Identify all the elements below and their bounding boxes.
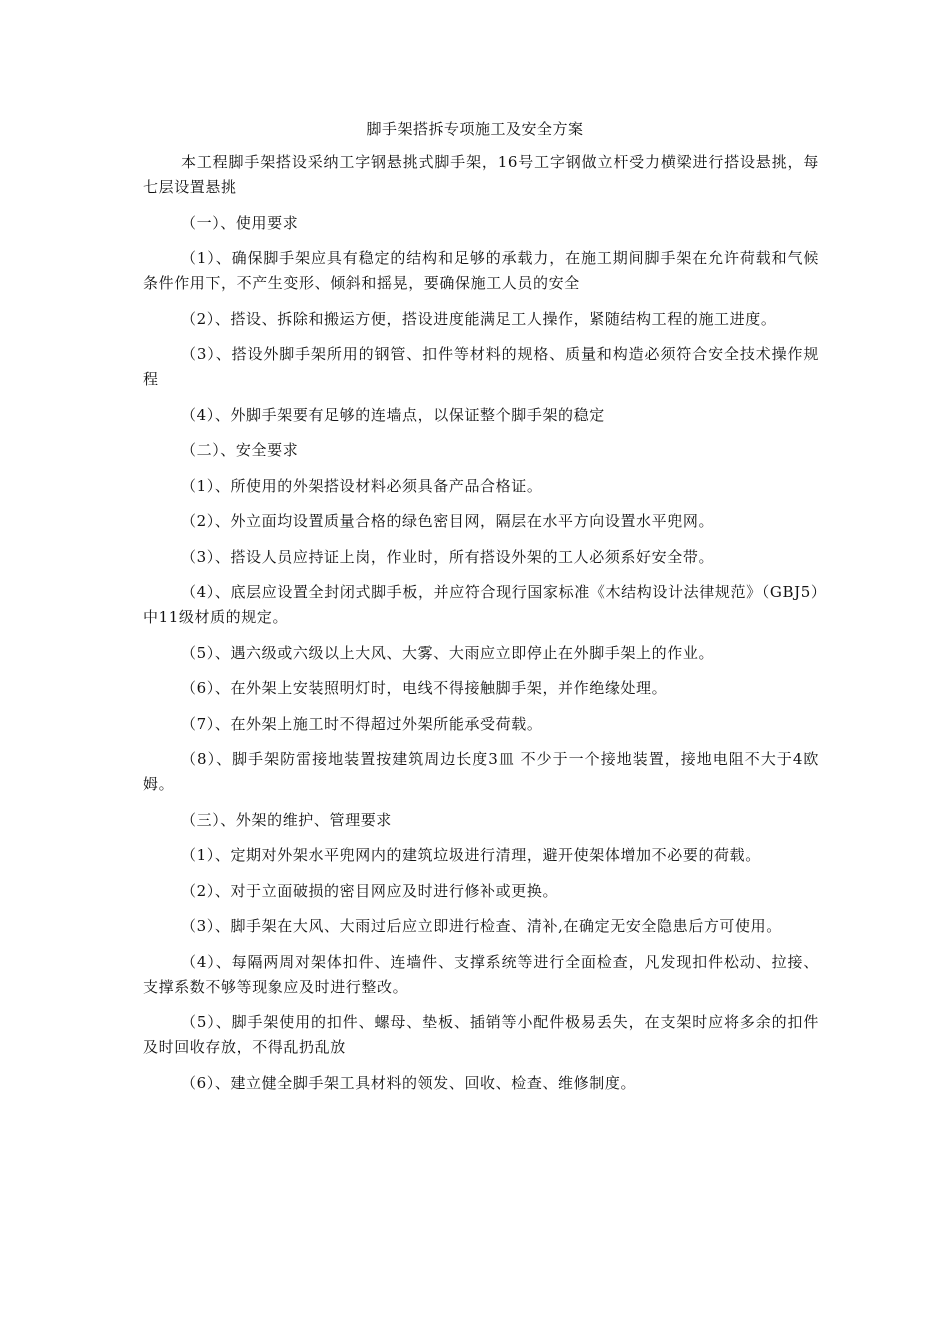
safety-item-6: （6）、在外架上安装照明灯时，电线不得接触脚手架，并作绝缘处理。 [181, 679, 668, 697]
safety-item-2: （2）、外立面均设置质量合格的绿色密目网，隔层在水平方向设置水平兜网。 [181, 512, 715, 530]
document-body [143, 150, 819, 1106]
intro-paragraph: 本工程脚手架搭设采纳工字钢悬挑式脚手架，16号工字钢做立杆受力横梁进行搭设悬挑，每七层设置悬挑 [143, 153, 819, 196]
maintenance-item-3: （3）、脚手架在大风、大雨过后应立即进行检查、清补,在确定无安全隐患后方可使用。 [181, 917, 782, 935]
section-heading-usage: （一）、使用要求 [181, 213, 299, 232]
document-title: 脚手架搭拆专项施工及安全方案 [366, 120, 584, 138]
safety-item-7: （7）、在外架上施工时不得超过外架所能承受荷载。 [181, 714, 543, 733]
usage-item-4: （4）、外脚手架要有足够的连墙点，以保证整个脚手架的稳定 [181, 405, 605, 424]
maintenance-item-1: （1）、定期对外架水平兜网内的建筑垃圾进行清理，避开使架体增加不必要的荷载。 [181, 846, 761, 864]
safety-item-5: （5）、遇六级或六级以上大风、大雾、大雨应立即停止在外脚手架上的作业。 [181, 643, 715, 662]
safety-item-4: （4）、底层应设置全封闭式脚手板，并应符合现行国家标准《木结构设计法律规范》（GBJ5）中11级材质的规定。 [143, 583, 819, 626]
maintenance-item-6: （6）、建立健全脚手架工具材料的领发、回收、检查、维修制度。 [181, 1073, 637, 1092]
safety-item-3: （3）、搭设人员应持证上岗，作业时，所有搭设外架的工人必须系好安全带。 [181, 547, 715, 566]
usage-item-2: （2）、搭设、拆除和搬运方便，搭设进度能满足工人操作，紧随结构工程的施工进度。 [181, 309, 777, 328]
maintenance-item-5: （5）、脚手架使用的扣件、螺母、垫板、插销等小配件极易丢失，在支架时应将多余的扣件及时回收存放，不得乱扔乱放 [143, 1013, 819, 1056]
usage-item-3: （3）、搭设外脚手架所用的钢管、扣件等材料的规格、质量和构造必须符合安全技术操作规程 [143, 345, 819, 388]
maintenance-item-2: （2）、对于立面破损的密目网应及时进行修补或更换。 [181, 881, 559, 900]
section-heading-safety: （二）、安全要求 [181, 441, 299, 459]
maintenance-item-4: （4）、每隔两周对架体扣件、连墙件、支撑系统等进行全面检查，凡发现扣件松动、拉接、支撑系数不够等现象应及时进行整改。 [143, 952, 819, 996]
safety-item-8: （8）、脚手架防雷接地装置按建筑周边长度3皿 不少于一个接地装置，接地电阻不大于4欧姆。 [143, 750, 819, 793]
safety-item-1: （1）、所使用的外架搭设材料必须具备产品合格证。 [181, 476, 543, 495]
usage-item-1: （1）、确保脚手架应具有稳定的结构和足够的承载力，在施工期间脚手架在允许荷载和气候条件作用下，不产生变形、倾斜和摇晃，要确保施工人员的安全 [143, 249, 819, 292]
section-heading-maintenance: （三）、外架的维护、管理要求 [181, 810, 392, 829]
